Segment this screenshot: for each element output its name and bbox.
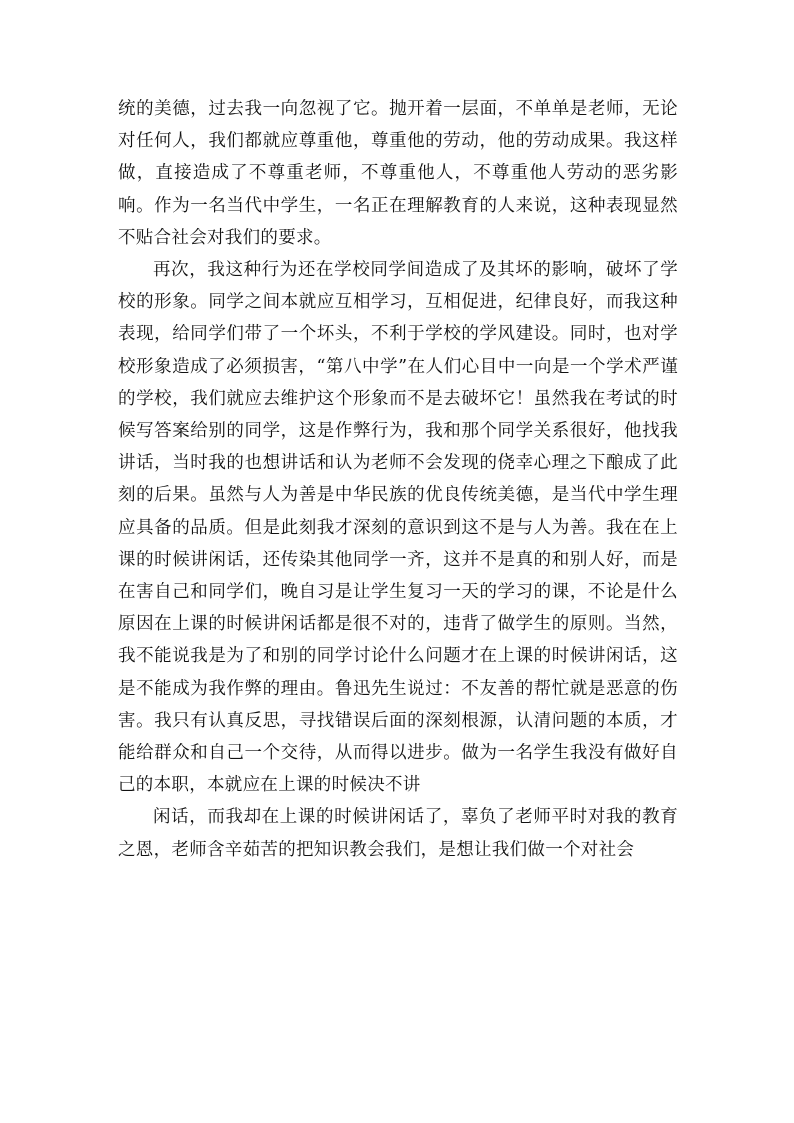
document-page [118, 93, 678, 866]
paragraph-2: 再次，我这种行为还在学校同学间造成了及其坏的影响，破坏了学校的形象。同学之间本就应互相学习，互相促进，纪律良好，而我这种表现，给同学们带了一个坏头，不利于学校的学风建设。同时，也对学校形象造成了必须损害，“第八中学”在人们心目中一向是一个学术严谨的学校，我们就应去维护这个形象而不是去破坏它！虽然我在考试的时候写答案给别的同学，这是作弊行为，我和那个同学关系很好，他找我讲话，当时我的也想讲话和认为老师不会发现的侥幸心理之下酿成了此刻的后果。虽然与人为善是中华民族的优良传统美德，是当代中学生理应具备的品质。但是此刻我才深刻的意识到这不是与人为善。我在在上课的时候讲闲话，还传染其他同学一齐，这并不是真的和别人好，而是在害自己和同学们，晚自习是让学生复习一天的学习的课，不论是什么原因在上课的时候讲闲话都是很不对的，违背了做学生的原则。当然，我不能说我是为了和别的同学讨论什么问题才在上课的时候讲闲话，这是不能成为我作弊的理由。鲁迅先生说过：不友善的帮忙就是恶意的伤害。我只有认真反思，寻找错误后面的深刻根源，认清问题的本质，才能给群众和自己一个交待，从而得以进步。做为一名学生我没有做好自己的本职，本就应在上课的时候决不讲 [118, 260, 678, 796]
paragraph-3: 闲话，而我却在上课的时候讲闲话了，辜负了老师平时对我的教育之恩，老师含辛茹苦的把知识教会我们，是想让我们做一个对社会 [118, 807, 678, 860]
paragraph-1: 统的美德，过去我一向忽视了它。抛开着一层面，不单单是老师，无论对任何人，我们都就应尊重他，尊重他的劳动，他的劳动成果。我这样做，直接造成了不尊重老师，不尊重他人，不尊重他人劳动的恶劣影响。作为一名当代中学生，一名正在理解教育的人来说，这种表现显然不贴合社会对我们的要求。 [118, 99, 678, 248]
